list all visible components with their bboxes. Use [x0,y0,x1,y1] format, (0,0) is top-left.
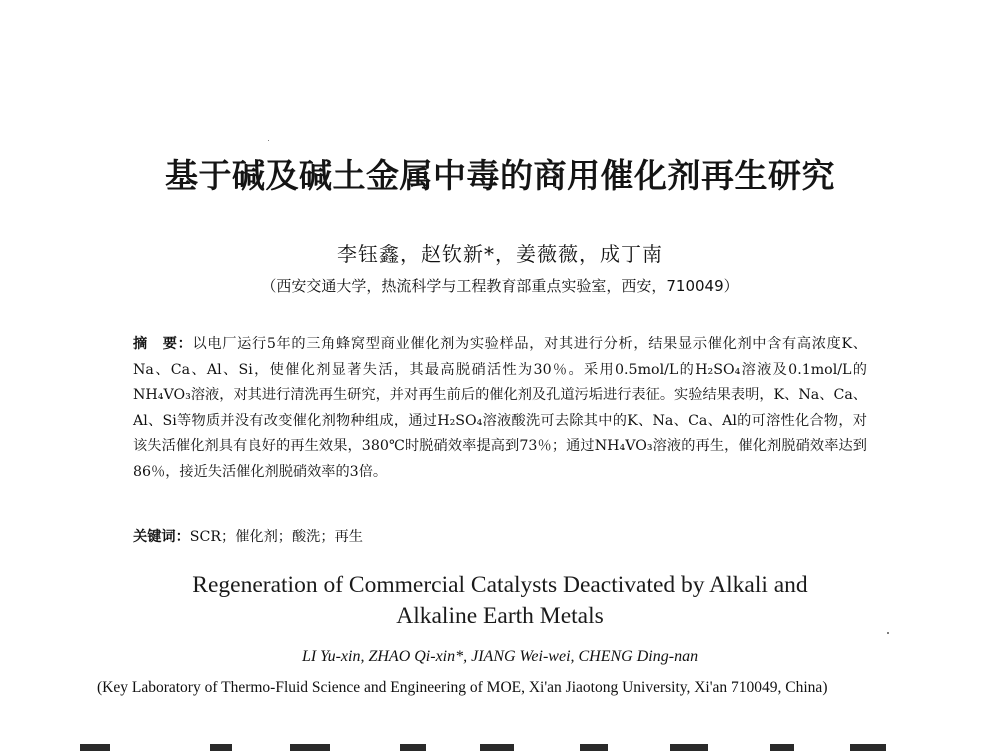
abstract-label: 摘 要： [133,336,193,352]
authors-english: LI Yu-xin, ZHAO Qi-xin*, JIANG Wei-wei, CHENG Ding-nan [301,648,699,665]
cut-glyph [850,744,886,751]
affiliation-english: (Key Laboratory of Thermo-Fluid Science and Engineering of MOE, Xi'an Jiaotong University, Xi'an 710049, China) [97,679,828,696]
paper-title-english-line2: Alkaline Earth Metals [396,603,604,629]
cut-glyph [580,744,608,751]
paper-title-english [0,570,1000,632]
keywords-text: SCR；催化剂；酸洗；再生 [189,529,363,545]
keywords-label: 关键词： [133,529,190,545]
next-line-cut-off [60,742,940,751]
cut-glyph [670,744,708,751]
cut-glyph [400,744,426,751]
cut-glyph [210,744,232,751]
abstract-chinese [133,332,867,486]
authors-chinese: 李钰鑫，赵钦新*，姜薇薇，成丁南 [337,242,663,266]
cut-glyph [770,744,794,751]
cut-glyph [80,744,110,751]
keywords-chinese [133,525,867,550]
scan-speck [268,140,269,141]
abstract-text: 以电厂运行5年的三角蜂窝型商业催化剂为实验样品，对其进行分析，结果显示催化剂中含有高浓度K、Na、Ca、Al、Si，使催化剂显著失活，其最高脱硝活性为30％。采用0.5mol/L的H₂SO₄溶液及0.1mol/L的NH₄VO₃溶液，对其进行清洗再生研究，并对再生前后的催化剂及孔道污垢进行表征。实验结果表明，K、Na、Ca、Al、Si等物质并没有改变催化剂物种组成，通过H₂SO₄溶液酸洗可去除其中的K、Na、Ca、Al的可溶性化合物，对该失活催化剂具有良好的再生效果，380℃时脱硝效率提高到73％；通过NH₄VO₃溶液的再生，催化剂脱硝效率达到86％，接近失活催化剂脱硝效率的3倍。 [133,336,867,480]
scan-speck [887,632,889,634]
affiliation-chinese: （西安交通大学，热流科学与工程教育部重点实验室，西安，710049） [261,277,739,295]
cut-glyph [480,744,514,751]
paper-title-english-line1: Regeneration of Commercial Catalysts Deactivated by Alkali and [192,572,808,598]
cut-glyph [290,744,330,751]
paper-title-chinese: 基于碱及碱土金属中毒的商用催化剂再生研究 [165,156,835,195]
